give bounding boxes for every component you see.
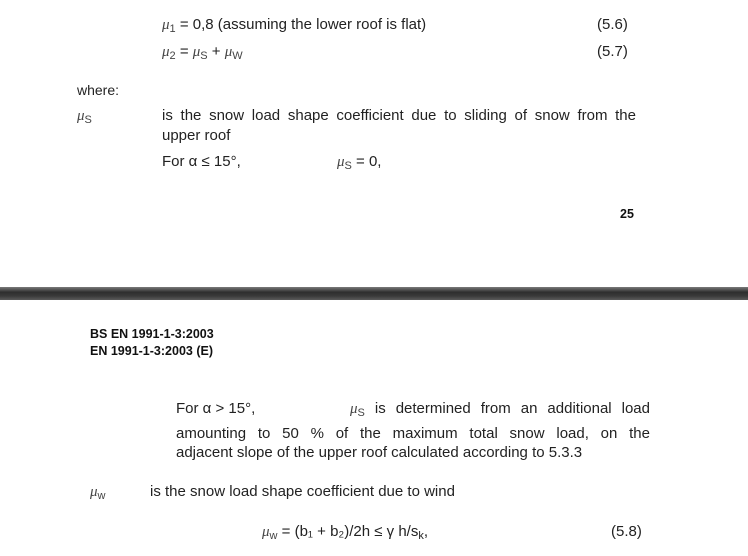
mu-s-definition: is the snow load shape coefficient due to sliding of snow from the upper roof — [162, 107, 636, 144]
mu-s-symbol-2: $\mu_S$ — [350, 401, 365, 419]
condition-alpha-gt-15-label: For α > 15°, — [176, 400, 256, 417]
mu-s-symbol: $\mu_S$ — [192, 44, 208, 62]
equation-number-5-8: (5.8) — [611, 523, 642, 540]
condition-alpha-le-15-value: $\mu_S = 0$, — [337, 153, 382, 172]
equation-5-7: $\mu_2 = \mu_S + \mu_W$ — [162, 43, 243, 62]
mu-2-symbol: $\mu_2$ — [162, 44, 176, 62]
mu-w-definition-symbol: $\mu_w$ — [90, 484, 106, 502]
mu-w-symbol-eq: $\mu_w$ — [262, 524, 278, 542]
mu-s-definition-symbol: $\mu_S$ — [77, 108, 92, 126]
condition-alpha-le-15: For α ≤ 15°, — [162, 153, 241, 170]
equation-5-6 — [162, 16, 426, 35]
condition-alpha-gt-15-text: $\mu_S$ is determined from an additional load amounting to 50 % of the maximum total snow load, on the adjacent slope of the upper roof calculated according to 5.3.3 — [176, 400, 650, 461]
document-header-en: EN 1991-1-3:2003 (E) — [90, 344, 213, 358]
mu-w-definition: is the snow load shape coefficient due to wind — [150, 483, 455, 500]
equation-5-8: $\mu_w = (b_1 + b_2)/2h \le \gamma$ $h/s_k$, — [262, 523, 429, 542]
equation-number-5-6: (5.6) — [597, 16, 628, 33]
document-header-bs: BS EN 1991-1-3:2003 — [90, 327, 214, 341]
page-divider — [0, 287, 748, 300]
where-label: where: — [77, 82, 120, 98]
equation-number-5-7: (5.7) — [597, 43, 628, 60]
equation-5-6-text: = 0,8 (assuming the lower roof is flat) — [175, 16, 427, 33]
mu-w-symbol: $\mu_W$ — [224, 44, 243, 62]
page-number: 25 — [620, 207, 634, 221]
mu-1-symbol: $\mu_1$ — [162, 17, 176, 35]
